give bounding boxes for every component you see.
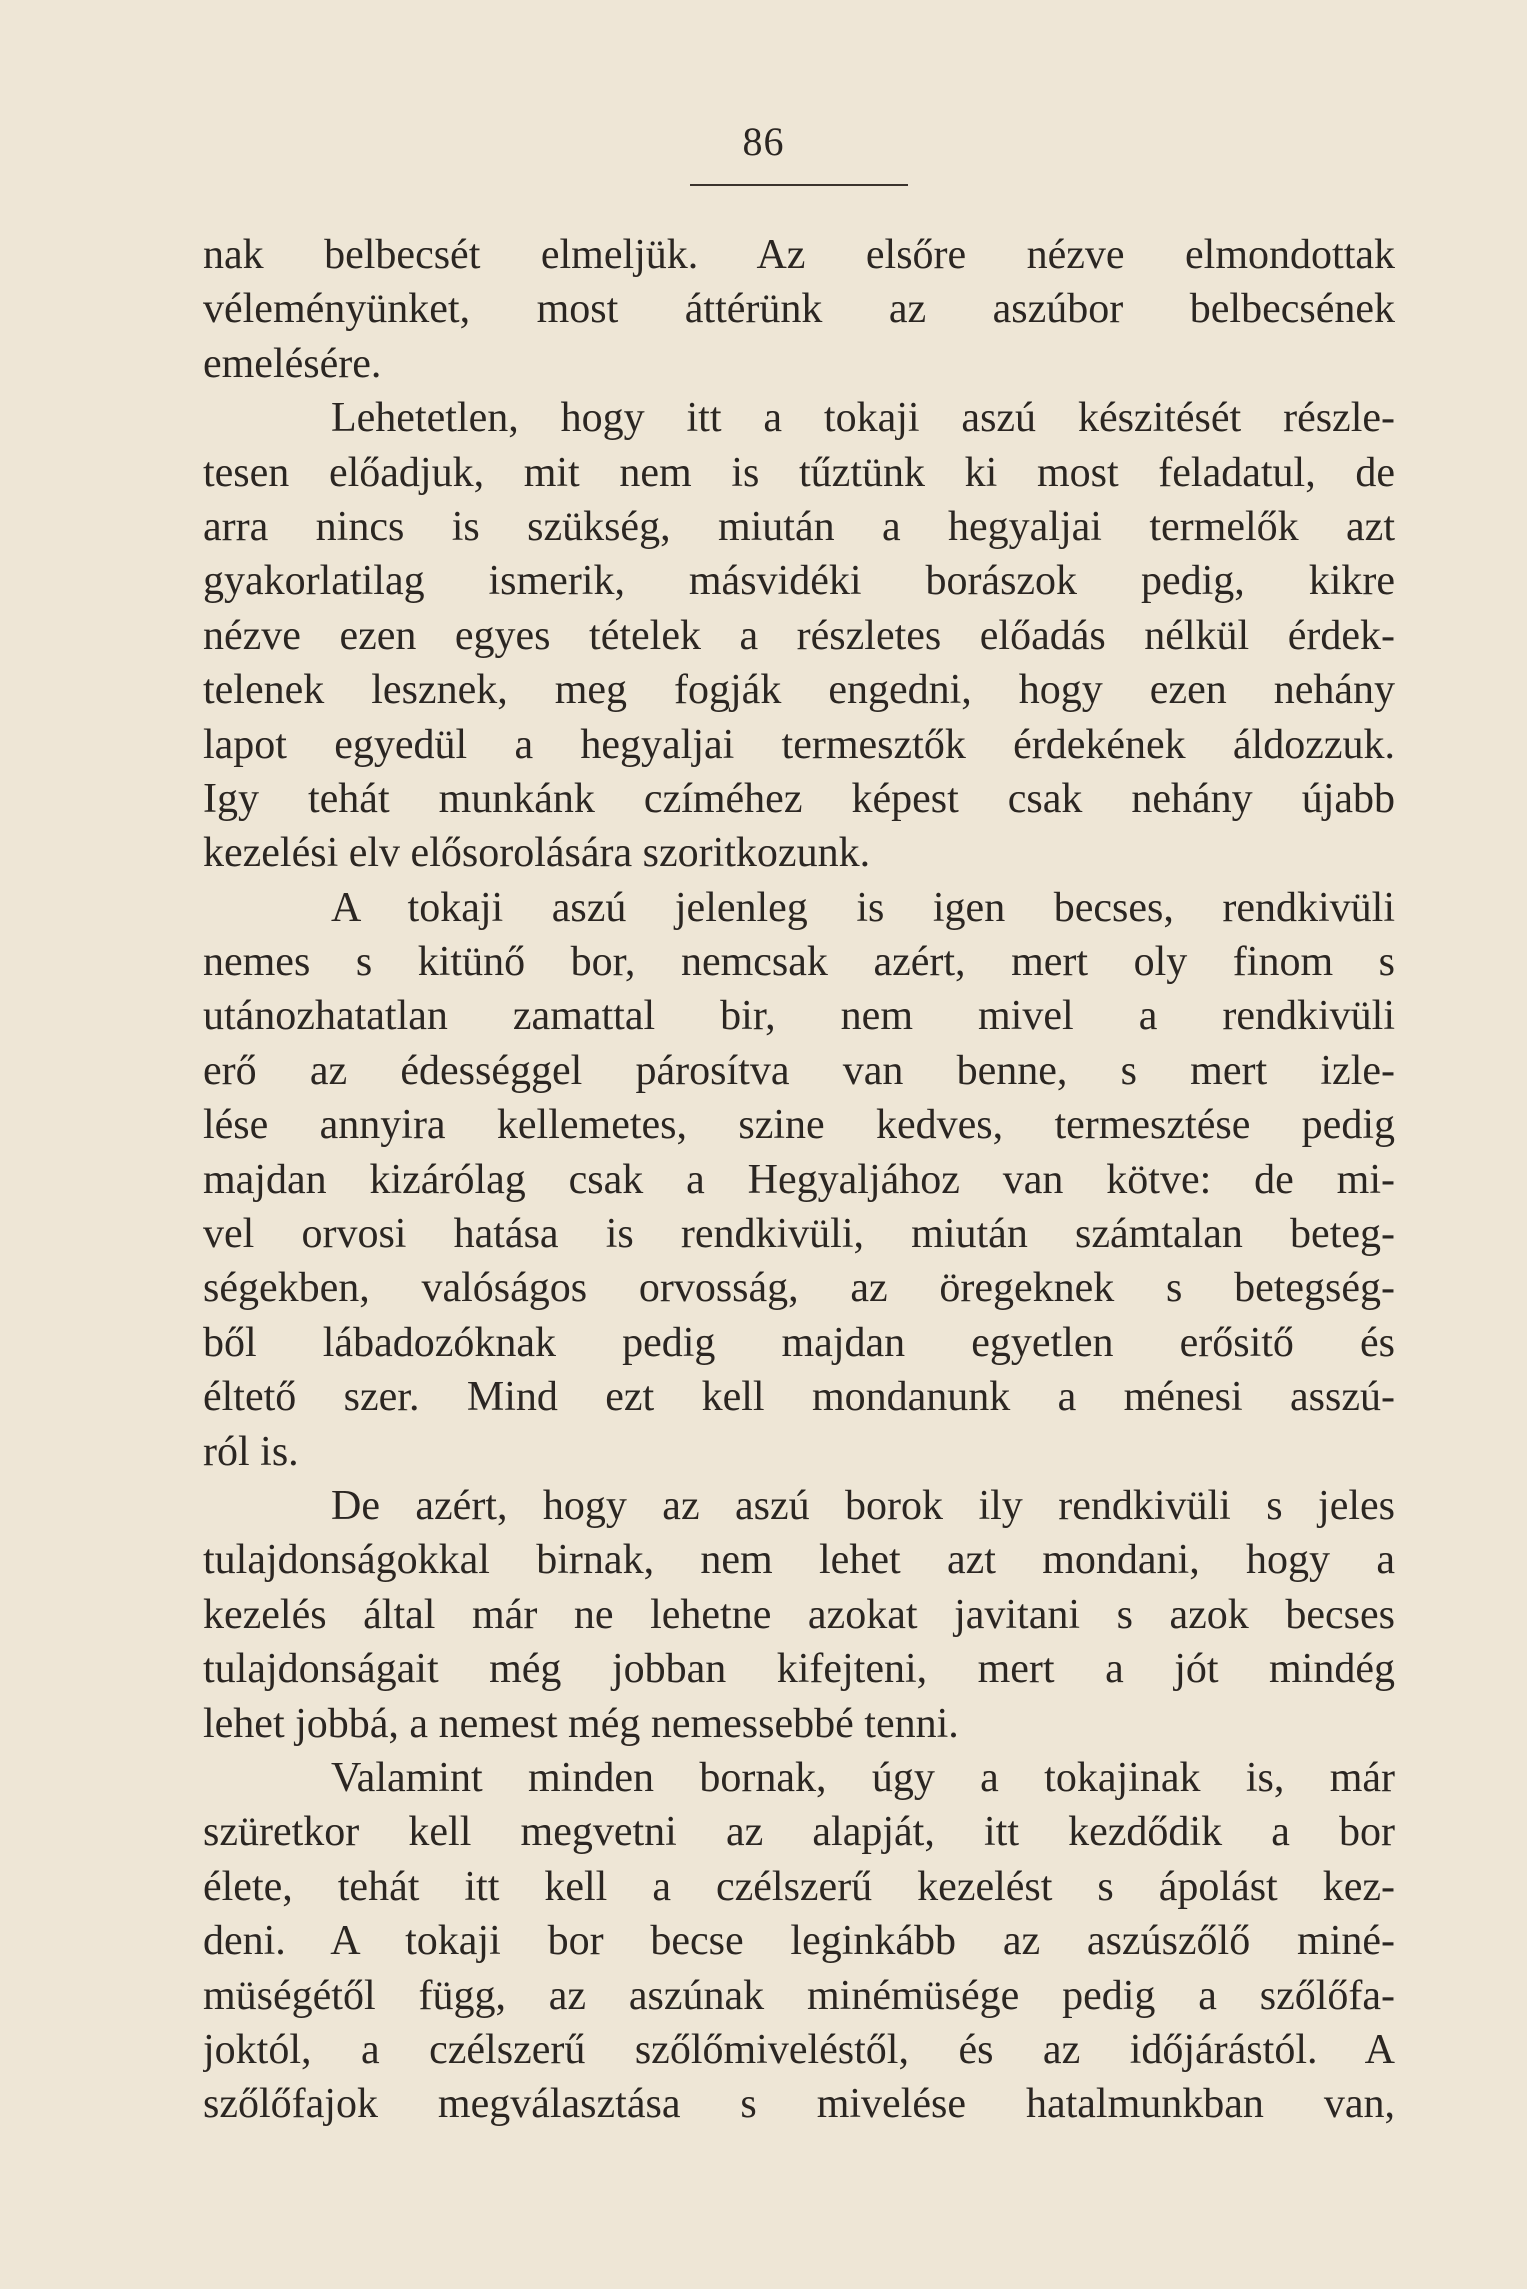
text-line: telenek lesznek, meg fogják engedni, hogy ezen nehány: [203, 667, 1395, 714]
text-line: nézve ezen egyes tételek a részletes előadás nélkül érdek-: [203, 612, 1395, 659]
text-line: erő az édességgel párosítva van benne, s mert izle-: [203, 1047, 1395, 1094]
text-line: ségekben, valóságos orvosság, az öregeknek s betegség-: [203, 1265, 1395, 1312]
text-line: tulajdonságokkal birnak, nem lehet azt mondani, hogy a: [203, 1537, 1395, 1584]
text-line: vel orvosi hatása is rendkivüli, miután számtalan beteg-: [203, 1211, 1395, 1258]
text-line: szőlőfajok megválasztása s mivelése hatalmunkban van,: [203, 2081, 1395, 2128]
text-line: De azért, hogy az aszú borok ily rendkivüli s jeles: [331, 1482, 1395, 1529]
text-line: kezelés által már ne lehetne azokat javitani s azok becses: [203, 1591, 1395, 1638]
text-line: A tokaji aszú jelenleg is igen becses, rendkivüli: [331, 884, 1395, 931]
text-line: lapot egyedül a hegyaljai termesztők érdekének áldozzuk.: [203, 721, 1395, 768]
text-line: majdan kizárólag csak a Hegyaljához van kötve: de mi-: [203, 1156, 1395, 1203]
page-number: 86: [742, 119, 785, 164]
text-line: éltető szer. Mind ezt kell mondanunk a ménesi asszú-: [203, 1374, 1395, 1421]
text-line: lése annyira kellemetes, szine kedves, termesztése pedig: [203, 1102, 1395, 1149]
text-line: ról is.: [203, 1428, 299, 1475]
text-line: Lehetetlen, hogy itt a tokaji aszú készitését részle-: [331, 395, 1395, 442]
text-line: nemes s kitünő bor, nemcsak azért, mert oly finom s: [203, 939, 1395, 986]
text-line: joktól, a czélszerű szőlőmiveléstől, és az időjárástól. A: [203, 2026, 1395, 2073]
text-line: lehet jobbá, a nemest még nemessebbé tenni.: [203, 1700, 959, 1747]
text-line: arra nincs is szükség, miután a hegyaljai termelők azt: [203, 503, 1395, 550]
text-line: szüretkor kell megvetni az alapját, itt kezdődik a bor: [203, 1809, 1395, 1856]
text-line: ből lábadozóknak pedig majdan egyetlen erősitő és: [203, 1319, 1395, 1366]
text-line: deni. A tokaji bor becse leginkább az aszúszőlő miné-: [203, 1918, 1395, 1965]
body-text: [203, 228, 1395, 2132]
text-line: véleményünket, most áttérünk az aszúbor belbecsének: [203, 286, 1395, 333]
text-line: kezelési elv elősorolására szoritkozunk.: [203, 830, 871, 877]
text-line: Igy tehát munkánk czíméhez képest csak nehány újabb: [203, 775, 1395, 822]
text-line: nak belbecsét elmeljük. Az elsőre nézve elmondottak: [203, 232, 1395, 278]
text-line: emelésére.: [203, 340, 382, 387]
text-line: müségétől függ, az aszúnak minémüsége pedig a szőlőfa-: [203, 1972, 1395, 2019]
header-rule: [690, 184, 908, 186]
text-line: élete, tehát itt kell a czélszerű kezelést s ápolást kez-: [203, 1863, 1395, 1910]
text-line: utánozhatatlan zamattal bir, nem mivel a rendkivüli: [203, 993, 1395, 1040]
text-line: tulajdonságait még jobban kifejteni, mert a jót mindég: [203, 1646, 1395, 1693]
text-line: tesen előadjuk, mit nem is tűztünk ki most feladatul, de: [203, 449, 1395, 496]
text-line: Valamint minden bornak, úgy a tokajinak is, már: [331, 1754, 1395, 1801]
text-line: gyakorlatilag ismerik, másvidéki borászok pedig, kikre: [203, 558, 1395, 605]
